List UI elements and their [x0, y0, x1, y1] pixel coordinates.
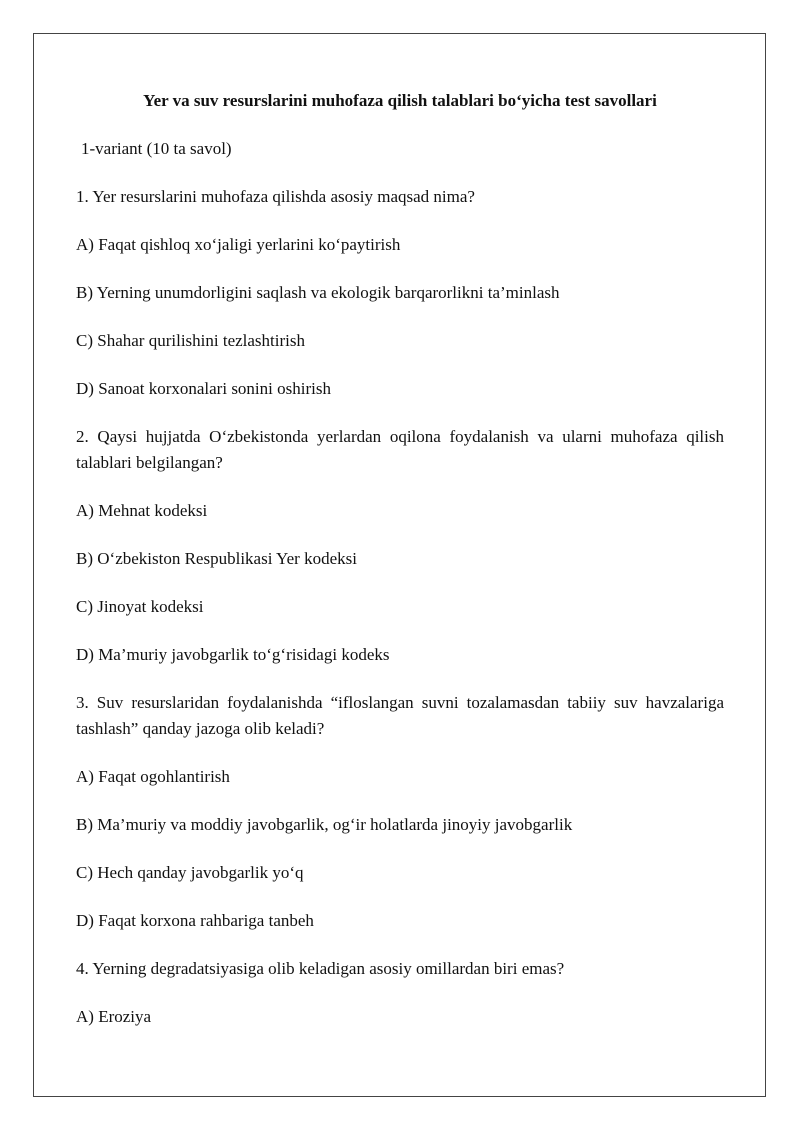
document-content [76, 88, 724, 1052]
document-title: Yer va suv resurslarini muhofaza qilish talablari bo‘yicha test savollari [143, 91, 657, 110]
question-1-option-b: B) Yerning unumdorligini saqlash va ekologik barqarorlikni ta’minlash [76, 283, 560, 302]
question-2-option-a: A) Mehnat kodeksi [76, 501, 208, 520]
question-2-option-c: C) Jinoyat kodeksi [76, 597, 204, 616]
question-1-option-d: D) Sanoat korxonalari sonini oshirish [76, 379, 331, 398]
question-2: 2. Qaysi hujjatda O‘zbekistonda yerlardan oqilona foydalanish va ularni muhofaza qilish talablari belgilangan? [76, 427, 724, 472]
question-3-option-b: B) Ma’muriy va moddiy javobgarlik, og‘ir holatlarda jinoyiy javobgarlik [76, 815, 573, 834]
question-1-option-a: A) Faqat qishloq xo‘jaligi yerlarini ko‘paytirish [76, 235, 401, 254]
question-3-option-c: C) Hech qanday javobgarlik yo‘q [76, 863, 304, 882]
question-4-option-a: A) Eroziya [76, 1007, 152, 1026]
question-3: 3. Suv resurslaridan foydalanishda “ifloslangan suvni tozalamasdan tabiiy suv havzalariga tashlash” qanday jazoga olib keladi? [76, 693, 724, 738]
question-1-option-c: C) Shahar qurilishini tezlashtirish [76, 331, 305, 350]
question-3-option-d: D) Faqat korxona rahbariga tanbeh [76, 911, 314, 930]
question-1: 1. Yer resurslarini muhofaza qilishda asosiy maqsad nima? [76, 187, 475, 206]
question-2-option-d: D) Ma’muriy javobgarlik to‘g‘risidagi kodeks [76, 645, 390, 664]
question-4: 4. Yerning degradatsiyasiga olib keladigan asosiy omillardan biri emas? [76, 959, 565, 978]
variant-label: 1-variant (10 ta savol) [81, 139, 232, 158]
question-2-option-b: B) O‘zbekiston Respublikasi Yer kodeksi [76, 549, 357, 568]
question-3-option-a: A) Faqat ogohlantirish [76, 767, 230, 786]
